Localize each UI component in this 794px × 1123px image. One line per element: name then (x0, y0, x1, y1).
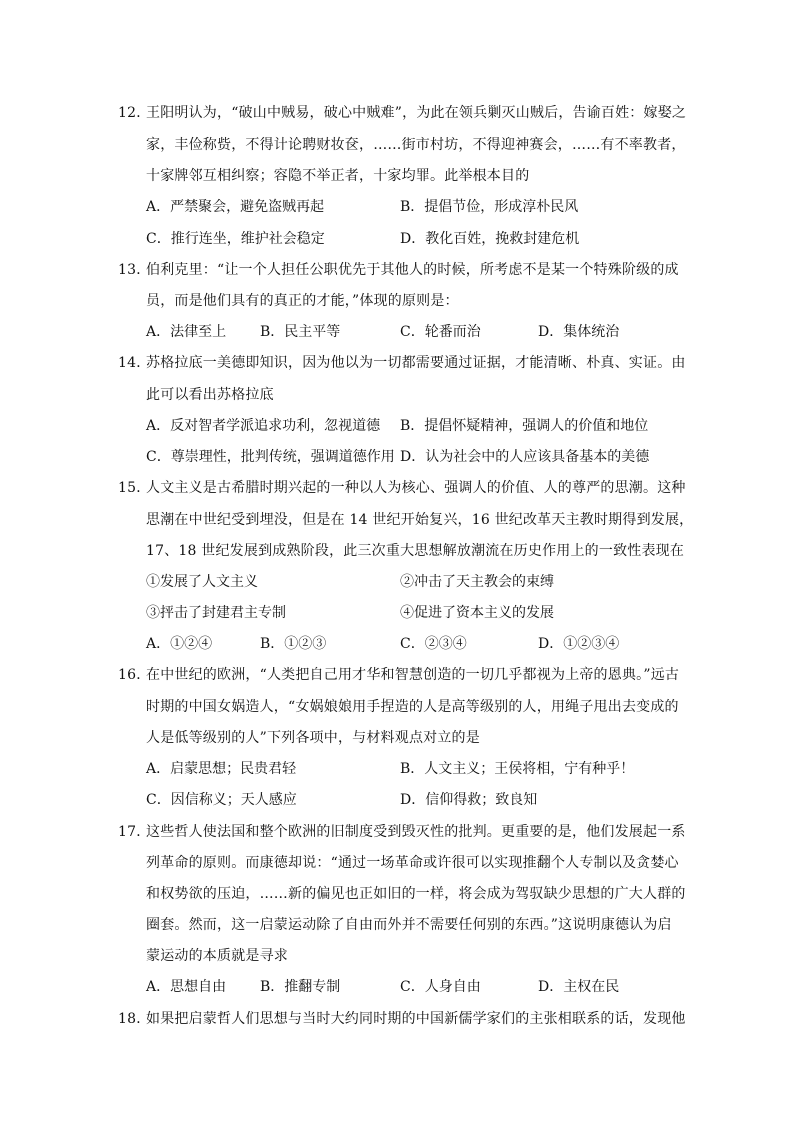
question-text: 圈套。然而，这一启蒙运动除了自由而外并不需要任何别的东西。”这说明康德认为启 (146, 917, 672, 933)
option-c[interactable]: C．尊崇理性，批判传统，强调道德作用 (146, 449, 395, 465)
option-c[interactable]: C．轮番而治 (400, 324, 481, 340)
question-text: 员，而是他们具有的真正的才能，”体现的原则是： (146, 293, 459, 309)
question-text: 时期的中国女娲造人，“女娲娘娘用手捏造的人是高等级别的人，用绳子甩出去变成的 (146, 699, 679, 715)
question-text: 十家牌邻互相纠察；容隐不举正者，十家均罪。此举根本目的 (146, 168, 530, 184)
question-text: 伯利克里：“让一个人担任公职优先于其他人的时候，所考虑不是某一个特殊阶级的成 (146, 262, 679, 278)
question-number: 18． (118, 1011, 151, 1027)
statement-3: ③抨击了封建君主专制 (146, 605, 286, 621)
option-c[interactable]: C．因信称义；天人感应 (146, 792, 297, 808)
question-text: 苏格拉底一美德即知识，因为他以为一切都需要通过证据，才能清晰、朴真、实证。由 (146, 355, 686, 371)
question-number: 12． (118, 105, 151, 121)
question-number: 17． (118, 824, 151, 840)
option-c[interactable]: C．②③④ (400, 636, 467, 652)
option-a[interactable]: A．法律至上 (146, 324, 227, 340)
option-d[interactable]: D．①②③④ (538, 636, 620, 652)
question-text: 和权势欲的压迫，……新的偏见也正如旧的一样，将会成为驾驭缺少思想的广大人群的 (146, 886, 686, 902)
option-d[interactable]: D．集体统治 (538, 324, 620, 340)
option-d[interactable]: D．主权在民 (538, 979, 620, 995)
option-a[interactable]: A．①②④ (146, 636, 213, 652)
question-text: 如果把启蒙哲人们思想与当时大约同时期的中国新儒学家们的主张相联系的话，发现他 (146, 1011, 686, 1027)
statement-2: ②冲击了天主教会的束缚 (400, 574, 554, 590)
option-d[interactable]: D．信仰得救；致良知 (400, 792, 538, 808)
option-a[interactable]: A．反对智者学派追求功利，忽视道德 (146, 418, 381, 434)
statement-1: ①发展了人文主义 (146, 574, 258, 590)
question-text: 在中世纪的欧洲，“人类把自己用才华和智慧创造的一切几乎都视为上帝的恩典。”远古 (146, 667, 680, 683)
option-b[interactable]: B．①②③ (260, 636, 327, 652)
question-text: 17、18 世纪发展到成熟阶段，此三次重大思想解放潮流在历史作用上的一致性表现在 (146, 543, 685, 559)
question-text: 蒙运动的本质就是寻求 (146, 948, 288, 964)
option-c[interactable]: C．推行连坐，维护社会稳定 (146, 231, 325, 247)
option-d[interactable]: D．教化百姓，挽救封建危机 (400, 231, 580, 247)
question-number: 13． (118, 262, 151, 278)
option-a[interactable]: A．严禁聚会，避免盗贼再起 (146, 199, 325, 215)
question-text: 家，丰俭称赀，不得计论聘财妆奁，……街市村坊，不得迎神赛会，……有不率教者， (146, 137, 686, 153)
question-text: 此可以看出苏格拉底 (146, 387, 274, 403)
option-b[interactable]: B．提倡怀疑精神，强调人的价值和地位 (400, 418, 649, 434)
option-a[interactable]: A．启蒙思想；民贵君轻 (146, 761, 297, 777)
question-text: 思潮在中世纪受到埋没，但是在 14 世纪开始复兴，16 世纪改革天主教时期得到发展， (146, 512, 694, 528)
option-b[interactable]: B．人文主义；王侯将相，宁有种乎！ (400, 761, 635, 777)
question-number: 14． (118, 355, 151, 371)
option-a[interactable]: A．思想自由 (146, 979, 227, 995)
statement-4: ④促进了资本主义的发展 (400, 605, 554, 621)
question-number: 15． (118, 480, 151, 496)
option-b[interactable]: B．推翻专制 (260, 979, 341, 995)
question-text: 人是低等级别的人”下列各项中，与材料观点对立的是 (146, 730, 480, 746)
option-b[interactable]: B．民主平等 (260, 324, 341, 340)
option-c[interactable]: C．人身自由 (400, 979, 481, 995)
question-text: 列革命的原则。而康德却说：“通过一场革命或许很可以实现推翻个人专制以及贪婪心 (146, 855, 679, 871)
option-d[interactable]: D．认为社会中的人应该具备基本的美德 (400, 449, 650, 465)
question-text: 这些哲人使法国和整个欧洲的旧制度受到毁灭性的批判。更重要的是，他们发展起一系 (146, 824, 686, 840)
question-number: 16． (118, 667, 151, 683)
option-b[interactable]: B．提倡节俭，形成淳朴民风 (400, 199, 579, 215)
question-text: 王阳明认为，“破山中贼易，破心中贼难”，为此在领兵剿灭山贼后，告谕百姓：嫁娶之 (146, 105, 687, 121)
question-text: 人文主义是古希腊时期兴起的一种以人为核心、强调人的价值、人的尊严的思潮。这种 (146, 480, 686, 496)
